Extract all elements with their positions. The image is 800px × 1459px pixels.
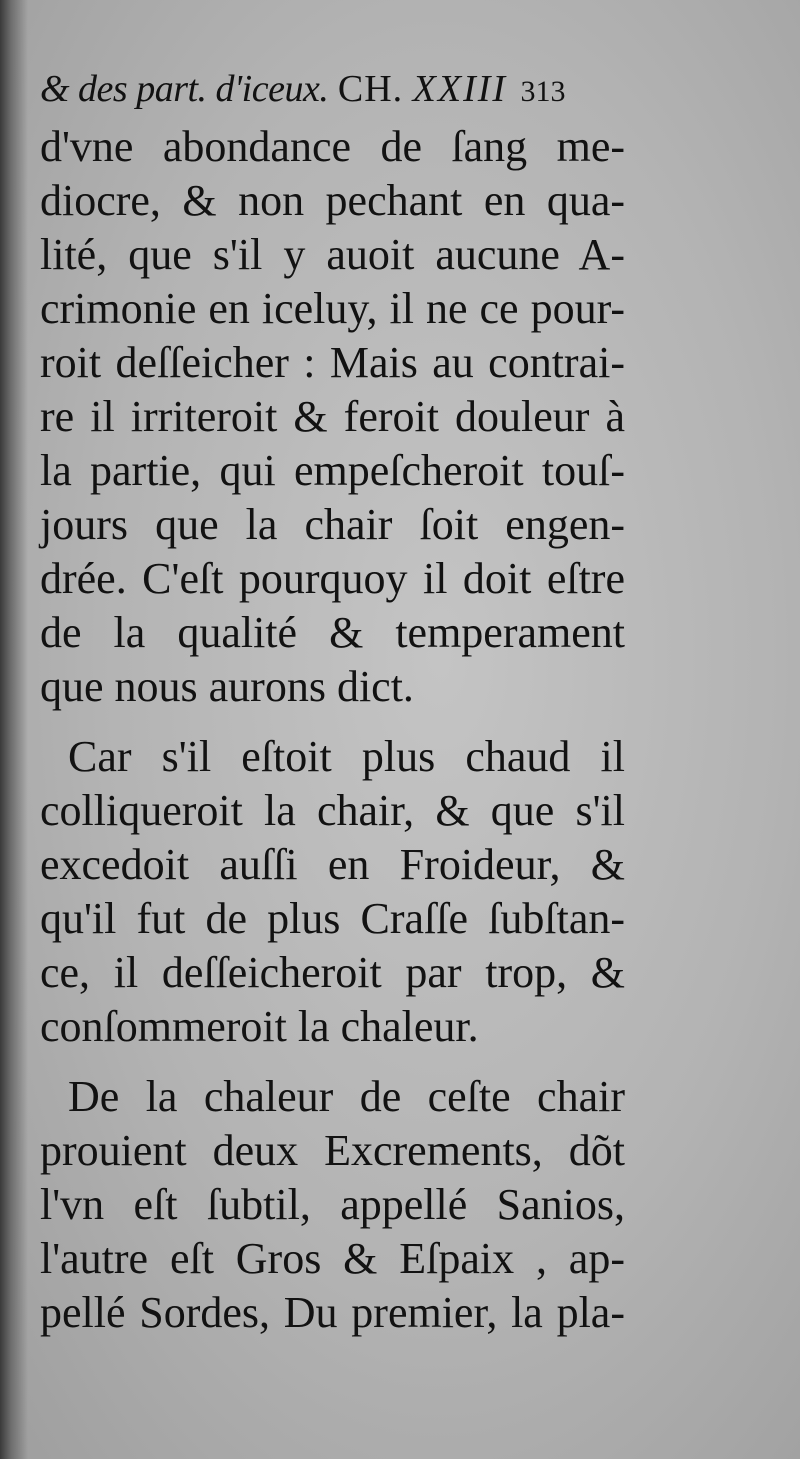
text-line: prouient deux Excrements, dõt	[40, 1126, 625, 1175]
text-line: drée. C'eſt pourquoy il doit eſtre	[40, 554, 625, 603]
text-line: crimonie en iceluy, il ne ce pour-	[40, 284, 625, 333]
text-line: l'autre eſt Gros & Eſpaix , ap-	[40, 1234, 625, 1283]
text-line: conſommeroit la chaleur.	[40, 1002, 479, 1051]
text-line: l'vn eſt ſubtil, appellé Sanios,	[40, 1180, 625, 1229]
text-line: colliqueroit la chair, & que s'il	[40, 786, 625, 835]
text-line: excedoit auſſi en Froideur, &	[40, 840, 625, 889]
text-line: ce, il deſſeicheroit par trop, &	[40, 948, 625, 997]
page-number: 313	[520, 75, 566, 108]
running-header	[40, 66, 630, 112]
text-line: que nous aurons dict.	[40, 662, 414, 711]
paragraph-3	[40, 1070, 625, 1340]
text-line: pellé Sordes, Du premier, la pla-	[40, 1288, 625, 1337]
text-line: Car s'il eſtoit plus chaud il	[68, 732, 625, 781]
body-text	[40, 120, 625, 1340]
text-line: jours que la chair ſoit engen-	[40, 500, 625, 549]
running-head-title: & des part. d'iceux.	[40, 68, 329, 110]
text-line: diocre, & non pechant en qua-	[40, 176, 625, 225]
text-line: la partie, qui empeſcheroit touſ-	[40, 446, 625, 495]
paragraph-2	[40, 730, 625, 1054]
text-line: lité, que s'il y auoit aucune A-	[40, 230, 625, 279]
text-line: roit deſſeicher : Mais au contrai-	[40, 338, 625, 387]
text-line: qu'il fut de plus Craſſe ſubſtan-	[40, 894, 625, 943]
paragraph-gap	[40, 714, 625, 730]
text-line: d'vne abondance de ſang me-	[40, 122, 625, 171]
page-gutter-shadow	[0, 0, 28, 1459]
chapter-abbrev: CH.	[337, 68, 404, 110]
text-line: re il irriteroit & feroit douleur à	[40, 392, 625, 441]
text-line: De la chaleur de ceſte chair	[68, 1072, 625, 1121]
paragraph-gap	[40, 1054, 625, 1070]
chapter-numeral: XXIII	[412, 68, 508, 110]
text-line: de la qualité & temperament	[40, 608, 625, 657]
paragraph-1	[40, 120, 625, 714]
